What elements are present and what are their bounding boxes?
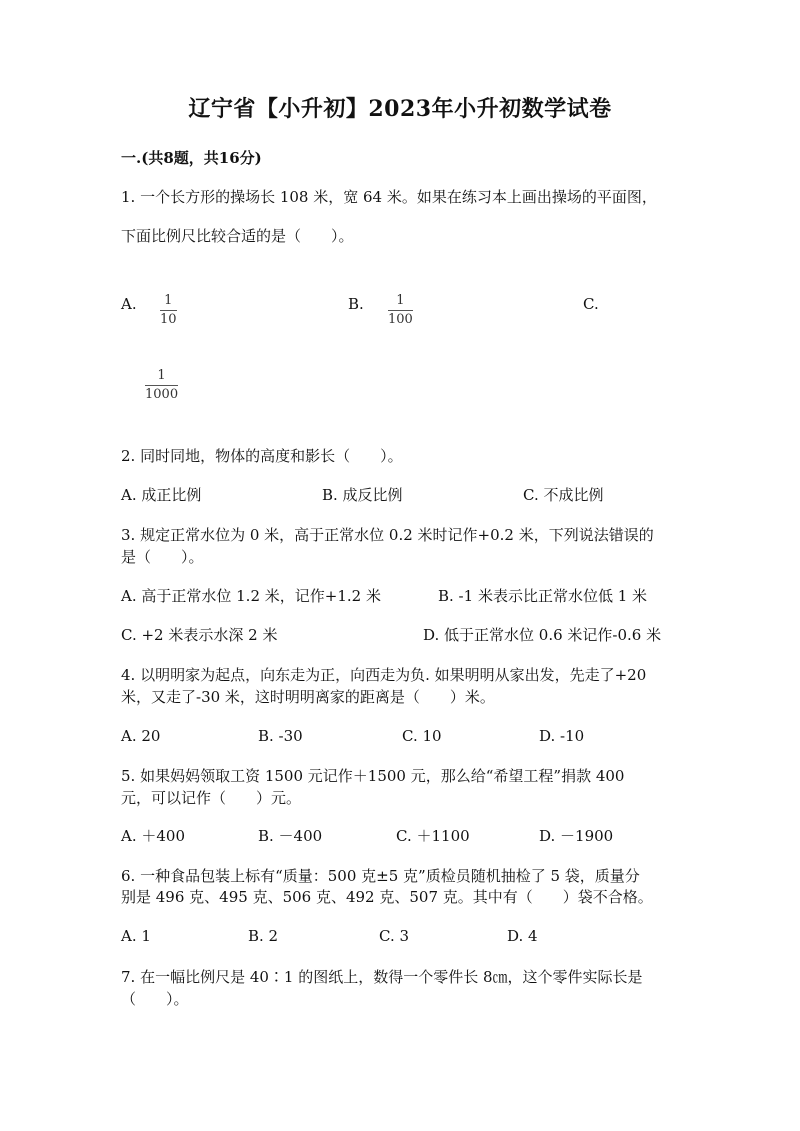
q5-option-b: B. －400 [258, 827, 323, 845]
q4-option-d: D. -10 [539, 727, 585, 745]
question-2-line-1: 2. 同时同地，物体的高度和影长（ ）。 [121, 447, 403, 465]
fraction-denominator: 1000 [145, 386, 179, 402]
q5-option-c: C. ＋1100 [396, 827, 470, 845]
q1-option-c-fraction [145, 364, 178, 401]
q3-option-d: D. 低于正常水位 0.6 米记作-0.6 米 [423, 626, 662, 644]
q1-option-b-fraction [388, 289, 413, 326]
q3-option-b: B. -1 米表示比正常水位低 1 米 [438, 587, 648, 605]
fraction-denominator: 100 [388, 311, 413, 327]
q1-option-a-fraction [160, 289, 177, 326]
q1-option-c-label: C. [583, 295, 599, 313]
q2-option-c: C. 不成比例 [523, 486, 604, 504]
q3-option-c: C. +2 米表示水深 2 米 [121, 626, 278, 644]
question-3-line-2: 是（ ）。 [121, 548, 204, 566]
question-1-line-2: 下面比例尺比较合适的是（ ）。 [121, 227, 354, 245]
fraction-numerator: 1 [157, 368, 166, 383]
question-1-line-1: 1. 一个长方形的操场长 108 米，宽 64 米。如果在练习本上画出操场的平面图， [121, 188, 657, 206]
q6-option-a: A. 1 [121, 927, 151, 945]
question-5-line-1: 5. 如果妈妈领取工资 1500 元记作＋1500 元，那么给“希望工程”捐款 400 [121, 767, 625, 785]
question-6-line-1: 6. 一种食品包装上标有“质量：500 克±5 克”质检员随机抽检了 5 袋，质量分 [121, 867, 640, 885]
q4-option-a: A. 20 [121, 727, 161, 745]
q5-option-d: D. －1900 [539, 827, 614, 845]
fraction-numerator: 1 [164, 293, 173, 308]
q4-option-c: C. 10 [402, 727, 442, 745]
page-title: 辽宁省【小升初】2023年小升初数学试卷 [188, 96, 612, 122]
question-3-line-1: 3. 规定正常水位为 0 米，高于正常水位 0.2 米时记作+0.2 米，下列说法错误的 [121, 526, 654, 544]
question-4-line-2: 米，又走了-30 米，这时明明离家的距离是（ ）米。 [121, 688, 495, 706]
q3-option-a: A. 高于正常水位 1.2 米，记作+1.2 米 [121, 587, 381, 605]
q2-option-a: A. 成正比例 [121, 486, 202, 504]
q2-option-b: B. 成反比例 [322, 486, 403, 504]
section-heading: 一.(共8题，共16分) [121, 149, 262, 167]
fraction-numerator: 1 [396, 293, 405, 308]
q6-option-b: B. 2 [248, 927, 279, 945]
q6-option-d: D. 4 [507, 927, 538, 945]
question-7-line-2: （ ）。 [121, 990, 189, 1008]
question-5-line-2: 元，可以记作（ ）元。 [121, 789, 302, 807]
question-4-line-1: 4. 以明明家为起点，向东走为正，向西走为负. 如果明明从家出发，先走了+20 [121, 666, 647, 684]
fraction-denominator: 10 [160, 311, 177, 327]
q5-option-a: A. ＋400 [121, 827, 185, 845]
question-7-line-1: 7. 在一幅比例尺是 40∶1 的图纸上，数得一个零件长 8㎝，这个零件实际长是 [121, 968, 643, 986]
q1-option-b-label: B. [348, 295, 364, 313]
q1-option-a-label: A. [121, 295, 137, 313]
q4-option-b: B. -30 [258, 727, 303, 745]
question-6-line-2: 别是 496 克、495 克、506 克、492 克、507 克。其中有（ ）袋不合格。 [121, 888, 653, 906]
q6-option-c: C. 3 [379, 927, 410, 945]
